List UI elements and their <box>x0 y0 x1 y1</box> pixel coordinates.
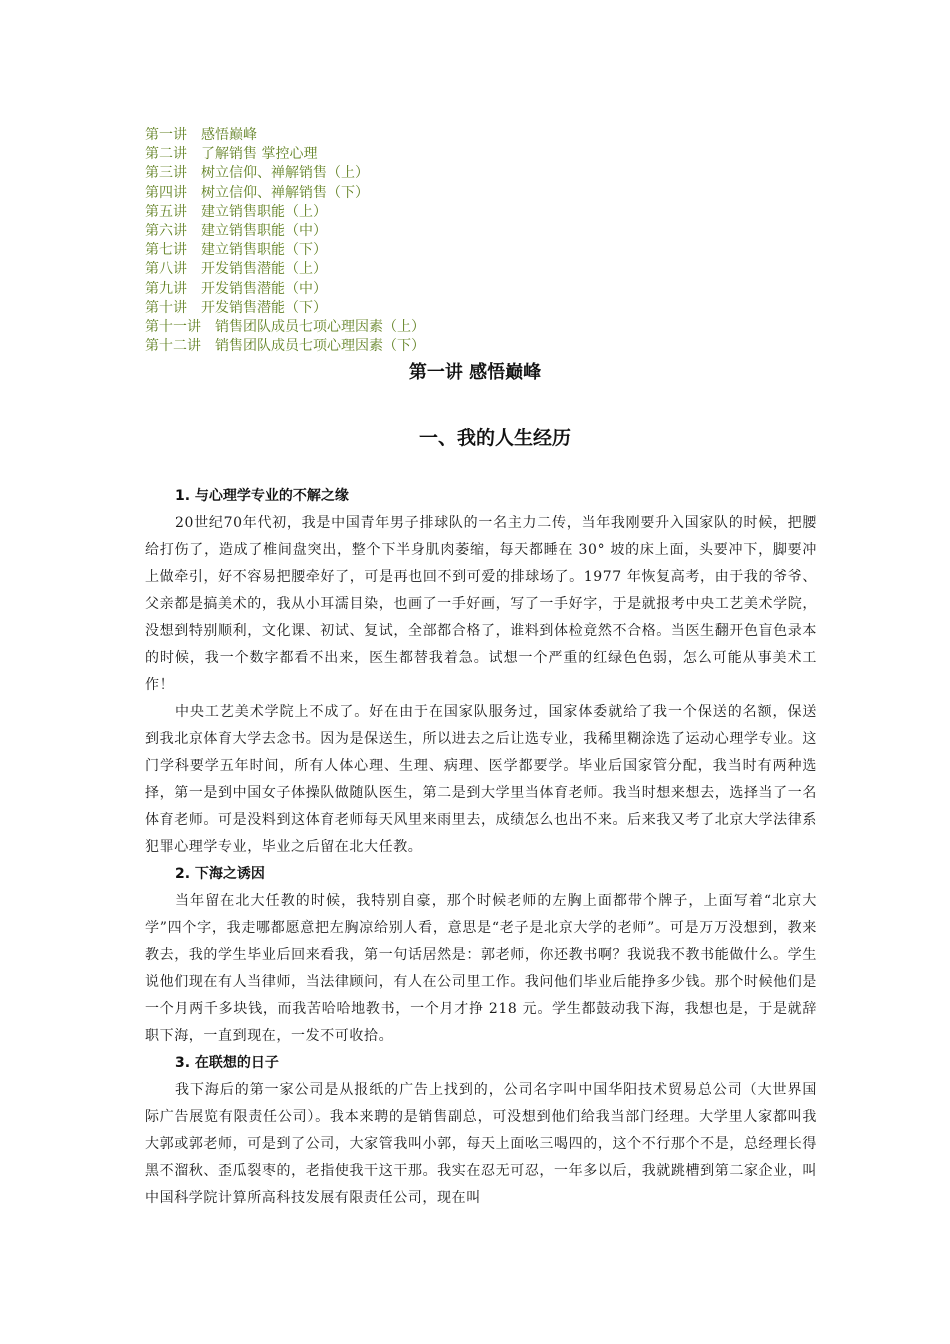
toc-item[interactable] <box>145 241 565 260</box>
toc-item-number: 第三讲 <box>145 165 187 182</box>
toc-item-number: 第七讲 <box>145 242 187 259</box>
subsection-heading: 1. 与心理学专业的不解之缘 <box>175 488 349 504</box>
toc-item-title: 开发销售潜能（上） <box>201 261 327 278</box>
toc-item-title: 开发销售潜能（中） <box>201 280 327 297</box>
toc-item-title: 销售团队成员七项心理因素（上） <box>215 319 425 336</box>
subsection-heading: 3. 在联想的日子 <box>175 1055 279 1071</box>
toc-item-title: 销售团队成员七项心理因素（下） <box>215 338 425 355</box>
lecture-title: 第一讲 感悟巅峰 <box>408 362 542 383</box>
toc-item[interactable] <box>145 184 565 203</box>
toc-item-number: 第六讲 <box>145 223 187 240</box>
toc-item[interactable] <box>145 318 565 337</box>
toc-item-number: 第十一讲 <box>145 319 201 336</box>
toc-item[interactable] <box>145 145 565 164</box>
toc-item-number: 第五讲 <box>145 203 187 220</box>
toc-item[interactable] <box>145 299 565 318</box>
paragraph: 当年留在北大任教的时候，我特别自豪，那个时候老师的左胸上面都带个牌子，上面写着“北京大学”四个字，我走哪都愿意把左胸凉给别人看，意思是“老子是北京大学的老师”。可是万万没想到，教来教去，我的学生毕业后回来看我，第一句话居然是：郭老师，你还教书啊？我说我不教书能做什么。学生说他们现在有人当律师，当法律顾问，有人在公司里工作。我问他们毕业后能挣多少钱。那个时候他们是一个月两千多块钱，而我苦哈哈地教书，一个月才挣 218 元。学生都鼓动我下海，我想也是，于是就辞职下海，一直到现在，一发不可收拾。 <box>145 893 817 1044</box>
toc-item-number: 第一讲 <box>145 127 187 143</box>
toc-item[interactable] <box>145 222 565 241</box>
paragraph: 我下海后的第一家公司是从报纸的广告上找到的，公司名字叫中国华阳技术贸易总公司（大世界国际广告展览有限责任公司）。我本来聘的是销售副总，可没想到他们给我当部门经理。大学里人家都叫我大郭或郭老师，可是到了公司，大家管我叫小郭，每天上面吆三喝四的，这个不行那个不是，总经理长得黑不溜秋、歪瓜裂枣的，老指使我干这干那。我实在忍无可忍，一年多以后，我就跳槽到第二家企业，叫中国科学院计算所高科技发展有限责任公司，现在叫 <box>145 1082 817 1206</box>
toc-item-number: 第十二讲 <box>145 338 201 355</box>
toc-item-number: 第十讲 <box>145 299 187 316</box>
toc-item[interactable] <box>145 164 565 183</box>
article-body <box>145 483 817 1212</box>
toc-item-title: 感悟巅峰 <box>201 127 257 143</box>
toc-item-title: 建立销售职能（下） <box>201 242 327 259</box>
toc-item-number: 第九讲 <box>145 280 187 297</box>
toc-item-title: 开发销售潜能（下） <box>201 299 327 316</box>
toc-item-number: 第二讲 <box>145 146 187 163</box>
subsection-heading: 2. 下海之诱因 <box>175 866 265 882</box>
toc-item-title: 了解销售 掌控心理 <box>201 146 318 163</box>
toc-item[interactable] <box>145 203 565 222</box>
toc-item-title: 建立销售职能（上） <box>201 203 327 220</box>
toc-item-number: 第四讲 <box>145 184 187 201</box>
paragraph: 20世纪70年代初，我是中国青年男子排球队的一名主力二传，当年我刚要升入国家队的时候，把腰给打伤了，造成了椎间盘突出，整个下半身肌肉萎缩，每天都睡在 30° 坡的床上面，头要冲下，脚要冲上做牵引，好不容易把腰牵好了，可是再也回不到可爱的排球场了。1977 年恢复高考，由于我的爷爷、父亲都是搞美术的，我从小耳濡目染，也画了一手好画，写了一手好字，于是就报考中央工艺美术学院，没想到特别顺利，文化课、初试、复试，全部都合格了，谁料到体检竟然不合格。当医生翻开色盲色录本的时候，我一个数字都看不出来，医生都替我着急。试想一个严重的红绿色色弱，怎么可能从事美术工作！ <box>145 515 817 693</box>
table-of-contents <box>145 126 565 356</box>
toc-item[interactable] <box>145 126 565 145</box>
section-title: 一、我的人生经历 <box>418 427 571 449</box>
paragraph: 中央工艺美术学院上不成了。好在由于在国家队服务过，国家体委就给了我一个保送的名额，保送到我北京体育大学去念书。因为是保送生，所以进去之后让选专业，我稀里糊涂选了运动心理学专业。这门学科要学五年时间，所有人体心理、生理、病理、医学都要学。毕业后国家管分配，我当时有两种选择，第一是到中国女子体操队做随队医生，第二是到大学里当体育老师。我当时想来想去，选择当了一名体育老师。可是没料到这体育老师每天风里来雨里去，成绩怎么也出不来。后来我又考了北京大学法律系犯罪心理学专业，毕业之后留在北大任教。 <box>145 704 817 855</box>
toc-item[interactable] <box>145 260 565 279</box>
toc-item-number: 第八讲 <box>145 261 187 278</box>
toc-item-title: 树立信仰、禅解销售（上） <box>201 165 369 182</box>
toc-item[interactable] <box>145 280 565 299</box>
toc-item-title: 树立信仰、禅解销售（下） <box>201 184 369 201</box>
toc-item-title: 建立销售职能（中） <box>201 223 327 240</box>
toc-item[interactable] <box>145 337 565 356</box>
